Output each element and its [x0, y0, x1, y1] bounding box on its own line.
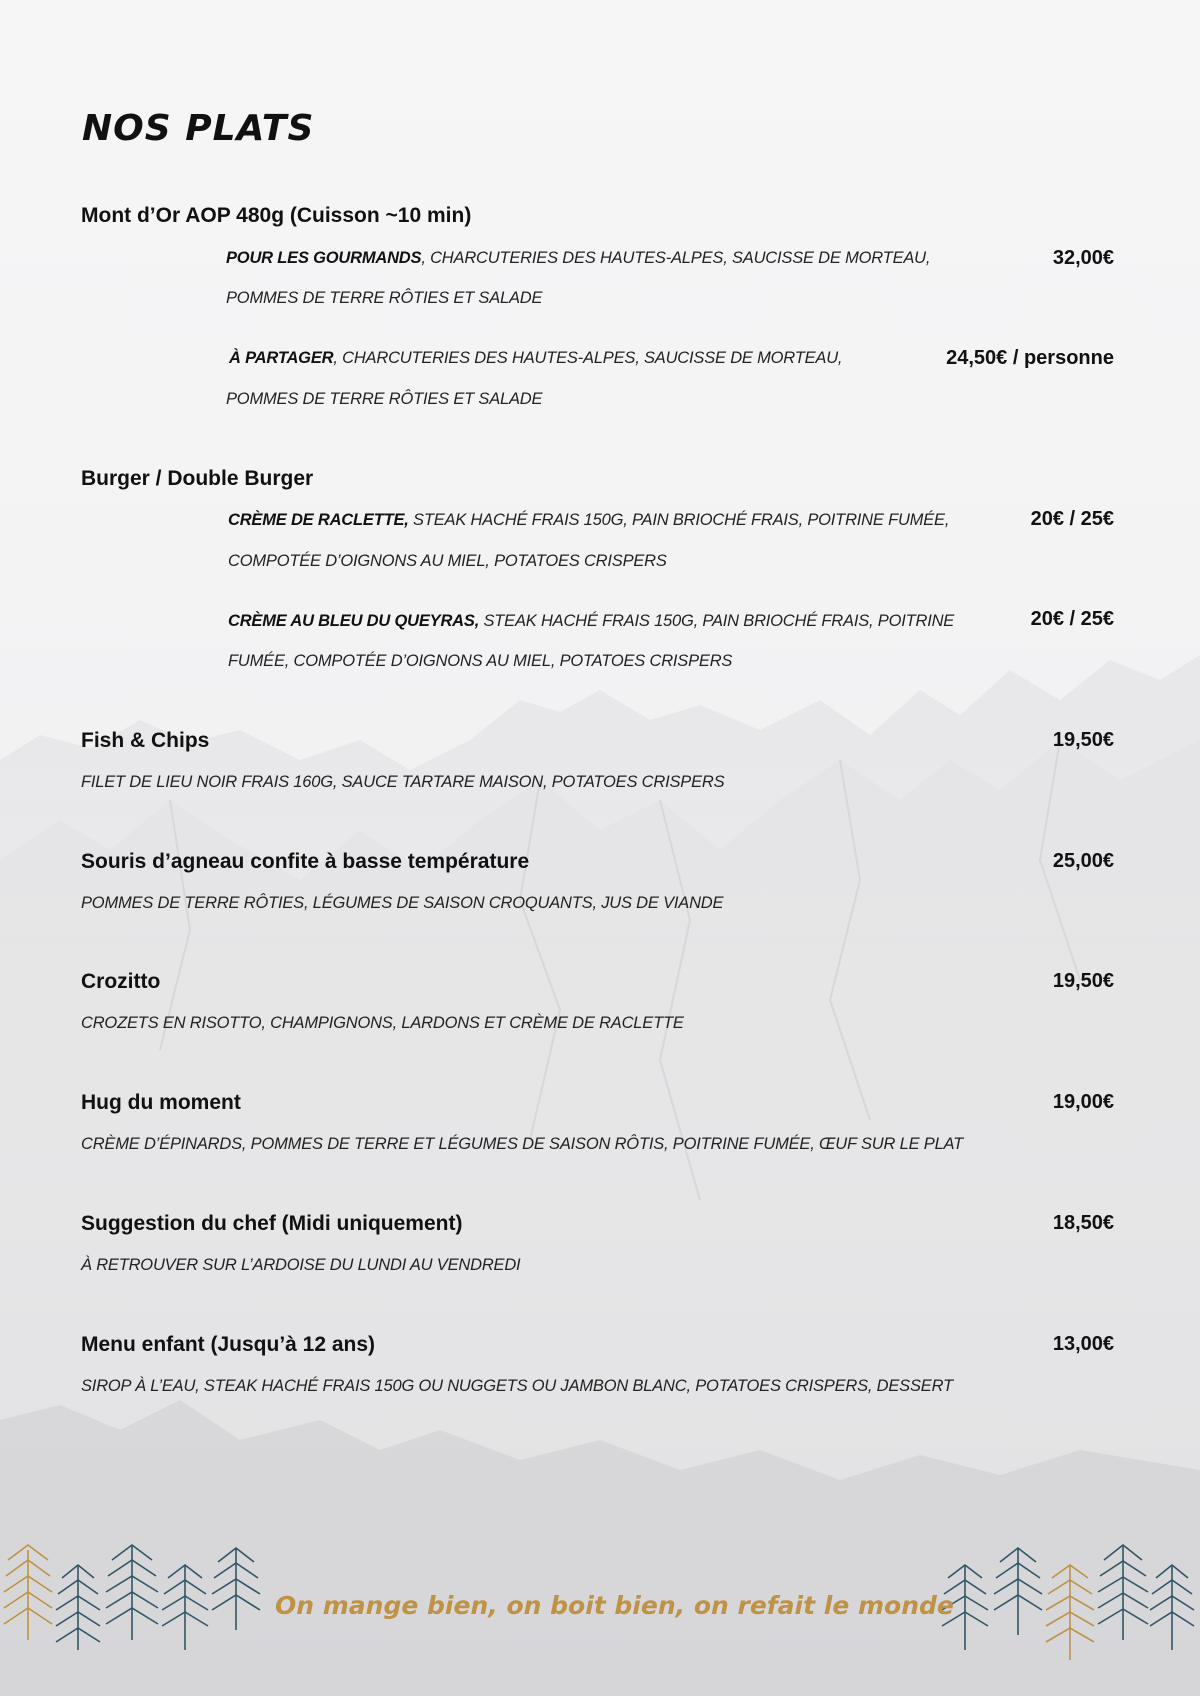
dish-price: 25,00€	[1052, 850, 1114, 872]
dish-name: Menu enfant (Jusqu’à 12 ans)	[81, 1333, 376, 1356]
dish-option-line2: POMMES DE TERRE RÔTIES ET SALADE	[226, 289, 543, 307]
dish-description: À RETROUVER SUR L’ARDOISE DU LUNDI AU VENDREDI	[81, 1256, 521, 1274]
dish-name: Fish & Chips	[81, 729, 210, 752]
page-title: NOS PLATS	[82, 108, 315, 149]
option-description: , CHARCUTERIES DES HAUTES-ALPES, SAUCISSE DE MORTEAU,	[333, 349, 843, 367]
dish-description: CROZETS EN RISOTTO, CHAMPIGNONS, LARDONS ET CRÈME DE RACLETTE	[81, 1014, 684, 1032]
dish-option-line	[226, 249, 930, 268]
dish-description: SIROP À L’EAU, STEAK HACHÉ FRAIS 150G OU NUGGETS OU JAMBON BLANC, POTATOES CRISPERS, DESSERT	[81, 1377, 953, 1395]
option-label: CRÈME AU BLEU DU QUEYRAS,	[228, 612, 480, 630]
dish-name: Souris d’agneau confite à basse température	[81, 850, 530, 873]
dish-option-line	[228, 612, 954, 631]
dish-price: 32,00€	[1052, 247, 1114, 269]
dish-name: Hug du moment	[81, 1091, 241, 1114]
dish-price: 19,50€	[1052, 970, 1114, 992]
dish-description: POMMES DE TERRE RÔTIES, LÉGUMES DE SAISON CROQUANTS, JUS DE VIANDE	[81, 894, 724, 912]
dish-option-line	[229, 349, 842, 368]
option-description: , CHARCUTERIES DES HAUTES-ALPES, SAUCISSE DE MORTEAU,	[421, 249, 931, 267]
dish-price: 20€ / 25€	[1030, 508, 1114, 530]
option-description: STEAK HACHÉ FRAIS 150G, PAIN BRIOCHÉ FRAIS, POITRINE FUMÉE,	[408, 511, 950, 529]
dish-option-line	[228, 511, 949, 530]
dish-name: Suggestion du chef (Midi uniquement)	[81, 1212, 463, 1235]
dish-description: CRÈME D’ÉPINARDS, POMMES DE TERRE ET LÉGUMES DE SAISON RÔTIS, POITRINE FUMÉE, ŒUF SUR LE PLAT	[81, 1135, 964, 1153]
dish-name: Mont d’Or AOP 480g (Cuisson ~10 min)	[81, 204, 472, 227]
dish-price: 19,50€	[1052, 729, 1114, 751]
option-label: POUR LES GOURMANDS	[226, 249, 422, 267]
dish-option-line2: POMMES DE TERRE RÔTIES ET SALADE	[226, 390, 543, 408]
dish-option-line2: COMPOTÉE D’OIGNONS AU MIEL, POTATOES CRISPERS	[228, 552, 667, 570]
dish-option-line2: FUMÉE, COMPOTÉE D’OIGNONS AU MIEL, POTATOES CRISPERS	[228, 652, 733, 670]
footer-tagline: On mange bien, on boit bien, on refait le monde	[275, 1591, 954, 1620]
dish-price: 13,00€	[1052, 1333, 1114, 1355]
dish-price: 24,50€ / personne	[946, 347, 1114, 369]
dish-price: 18,50€	[1052, 1212, 1114, 1234]
option-label: À PARTAGER	[229, 349, 334, 367]
dish-price: 19,00€	[1052, 1091, 1114, 1113]
dish-name: Burger / Double Burger	[81, 467, 314, 490]
option-description: STEAK HACHÉ FRAIS 150G, PAIN BRIOCHÉ FRAIS, POITRINE	[479, 612, 955, 630]
dish-price: 20€ / 25€	[1030, 608, 1114, 630]
dish-name: Crozitto	[81, 970, 161, 993]
dish-description: FILET DE LIEU NOIR FRAIS 160G, SAUCE TARTARE MAISON, POTATOES CRISPERS	[81, 773, 725, 791]
option-label: CRÈME DE RACLETTE,	[228, 511, 409, 529]
